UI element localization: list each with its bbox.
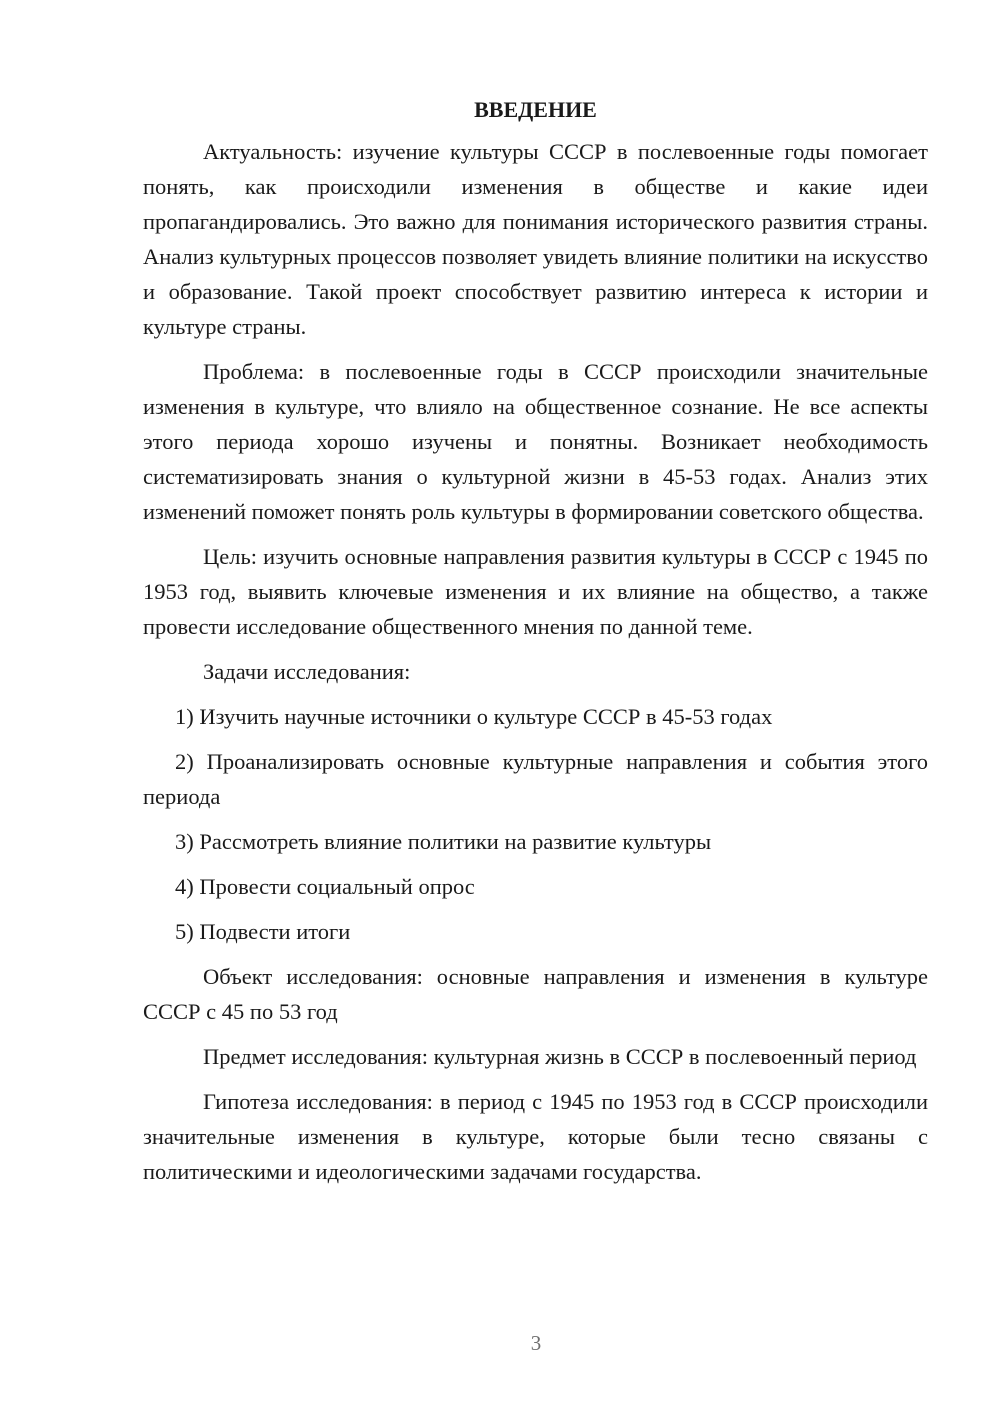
paragraph-goal: Цель: изучить основные направления развития культуры в СССР с 1945 по 1953 год, выявить ключевые изменения и их влияние на общество, а также провести исследование общественного мнения по данной теме. — [143, 544, 928, 639]
task-item: 3) Рассмотреть влияние политики на развитие культуры — [175, 829, 712, 854]
task-item: 1) Изучить научные источники о культуре СССР в 45-53 годах — [175, 704, 773, 729]
tasks-heading: Задачи исследования: — [203, 659, 411, 684]
document-page — [143, 92, 928, 1199]
task-item: 5) Подвести итоги — [175, 919, 351, 944]
task-item: 2) Проанализировать основные культурные направления и события этого периода — [143, 749, 928, 809]
page-number: 3 — [530, 1331, 542, 1355]
paragraph-subject: Предмет исследования: культурная жизнь в СССР в послевоенный период — [203, 1044, 917, 1069]
task-item: 4) Провести социальный опрос — [175, 874, 475, 899]
paragraph-object: Объект исследования: основные направления и изменения в культуре СССР с 45 по 53 год — [143, 964, 928, 1024]
paragraph-problem: Проблема: в послевоенные годы в СССР происходили значительные изменения в культуре, что влияло на общественное сознание. Не все аспекты этого периода хорошо изучены и понятны. Возникает необходимость систематизировать знания о культурной жизни в 45-53 годах. Анализ этих изменений поможет понять роль культуры в формировании советского общества. — [143, 359, 928, 524]
paragraph-relevance: Актуальность: изучение культуры СССР в послевоенные годы помогает понять, как происходили изменения в обществе и какие идеи пропагандировались. Это важно для понимания исторического развития страны. Анализ культурных процессов позволяет увидеть влияние политики на искусство и образование. Такой проект способствует развитию интереса к истории и культуре страны. — [143, 139, 928, 339]
section-title: ВВЕДЕНИЕ — [474, 97, 597, 122]
paragraph-hypothesis: Гипотеза исследования: в период с 1945 по 1953 год в СССР происходили значительные изменения в культуре, которые были тесно связаны с политическими и идеологическими задачами государства. — [143, 1089, 928, 1184]
